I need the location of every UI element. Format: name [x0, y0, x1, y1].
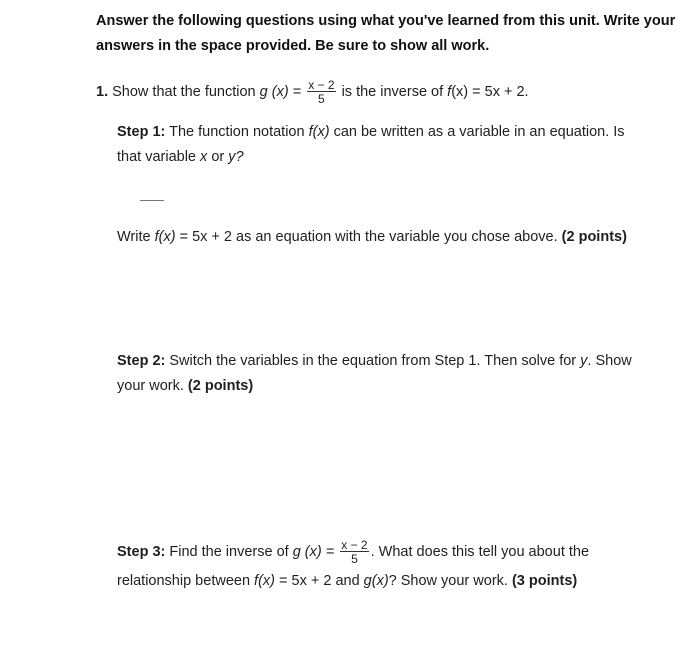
step3-fraction-numerator: x − 2	[341, 538, 368, 552]
step1-or: or	[211, 149, 225, 165]
step3-line2-a: relationship between	[117, 573, 251, 589]
step3-gx: g(x)	[363, 573, 389, 589]
fraction-denominator: 5	[318, 92, 325, 106]
step1-x: x	[200, 149, 208, 165]
step2-label: Step 2:	[117, 353, 166, 369]
step2-rest: . Show	[587, 353, 632, 369]
step3-fraction	[340, 539, 368, 565]
step2-line-1	[117, 353, 632, 369]
step1-fx: f(x)	[308, 124, 330, 140]
step3-line-1	[117, 539, 589, 565]
step3-points: (3 points)	[511, 573, 578, 589]
step1-label: Step 1:	[117, 124, 166, 140]
question-1	[96, 79, 529, 105]
question-prefix: Show that the function	[112, 83, 256, 100]
step2-line-2	[117, 378, 253, 394]
instructions-line-2: answers in the space provided. Be sure to show all work.	[96, 38, 490, 54]
g-function: g (x) =	[259, 83, 302, 100]
f-name: f	[447, 83, 452, 100]
step2-text: Switch the variables in the equation from Step 1. Then solve for	[169, 353, 577, 369]
write-rest: = 5x + 2 as an equation with the variable you chose above.	[179, 229, 558, 245]
step3-fx: f(x)	[254, 573, 275, 589]
f-rest: = 5x + 2.	[472, 83, 529, 100]
fraction	[307, 79, 335, 105]
step3-line-2	[117, 573, 577, 589]
f-arg: (x)	[451, 83, 469, 100]
step3-rest: . What does this tell you about the	[370, 543, 590, 560]
step1-text: The function notation	[169, 124, 305, 140]
step3-line2-b: = 5x + 2 and	[279, 573, 360, 589]
step2-points: (2 points)	[187, 378, 254, 394]
step1-line2-a: that variable	[117, 149, 196, 165]
step3-g-function: g (x) =	[292, 543, 335, 560]
step1-points: (2 points)	[561, 229, 627, 245]
write-prefix: Write	[117, 229, 151, 245]
step1-line-2	[117, 149, 244, 165]
step2-y: y	[580, 353, 588, 369]
answer-blank-line	[140, 200, 164, 201]
question-number: 1.	[96, 83, 109, 100]
step1-y: y?	[228, 149, 244, 165]
step3-line2-c: ? Show your work.	[388, 573, 508, 589]
step3-label: Step 3:	[117, 543, 166, 560]
instructions-line-1: Answer the following questions using what you've learned from this unit. Write your	[96, 13, 676, 29]
question-middle: is the inverse of	[341, 83, 444, 100]
fraction-numerator: x − 2	[308, 78, 335, 92]
step3-fraction-denominator: 5	[351, 552, 358, 566]
step1-rest: can be written as a variable in an equation. Is	[333, 124, 625, 140]
step3-text: Find the inverse of	[169, 543, 289, 560]
write-fx: f(x)	[154, 229, 176, 245]
step1-line-1	[117, 124, 625, 140]
step1-write-instruction	[117, 229, 627, 245]
step2-line2: your work.	[117, 378, 184, 394]
